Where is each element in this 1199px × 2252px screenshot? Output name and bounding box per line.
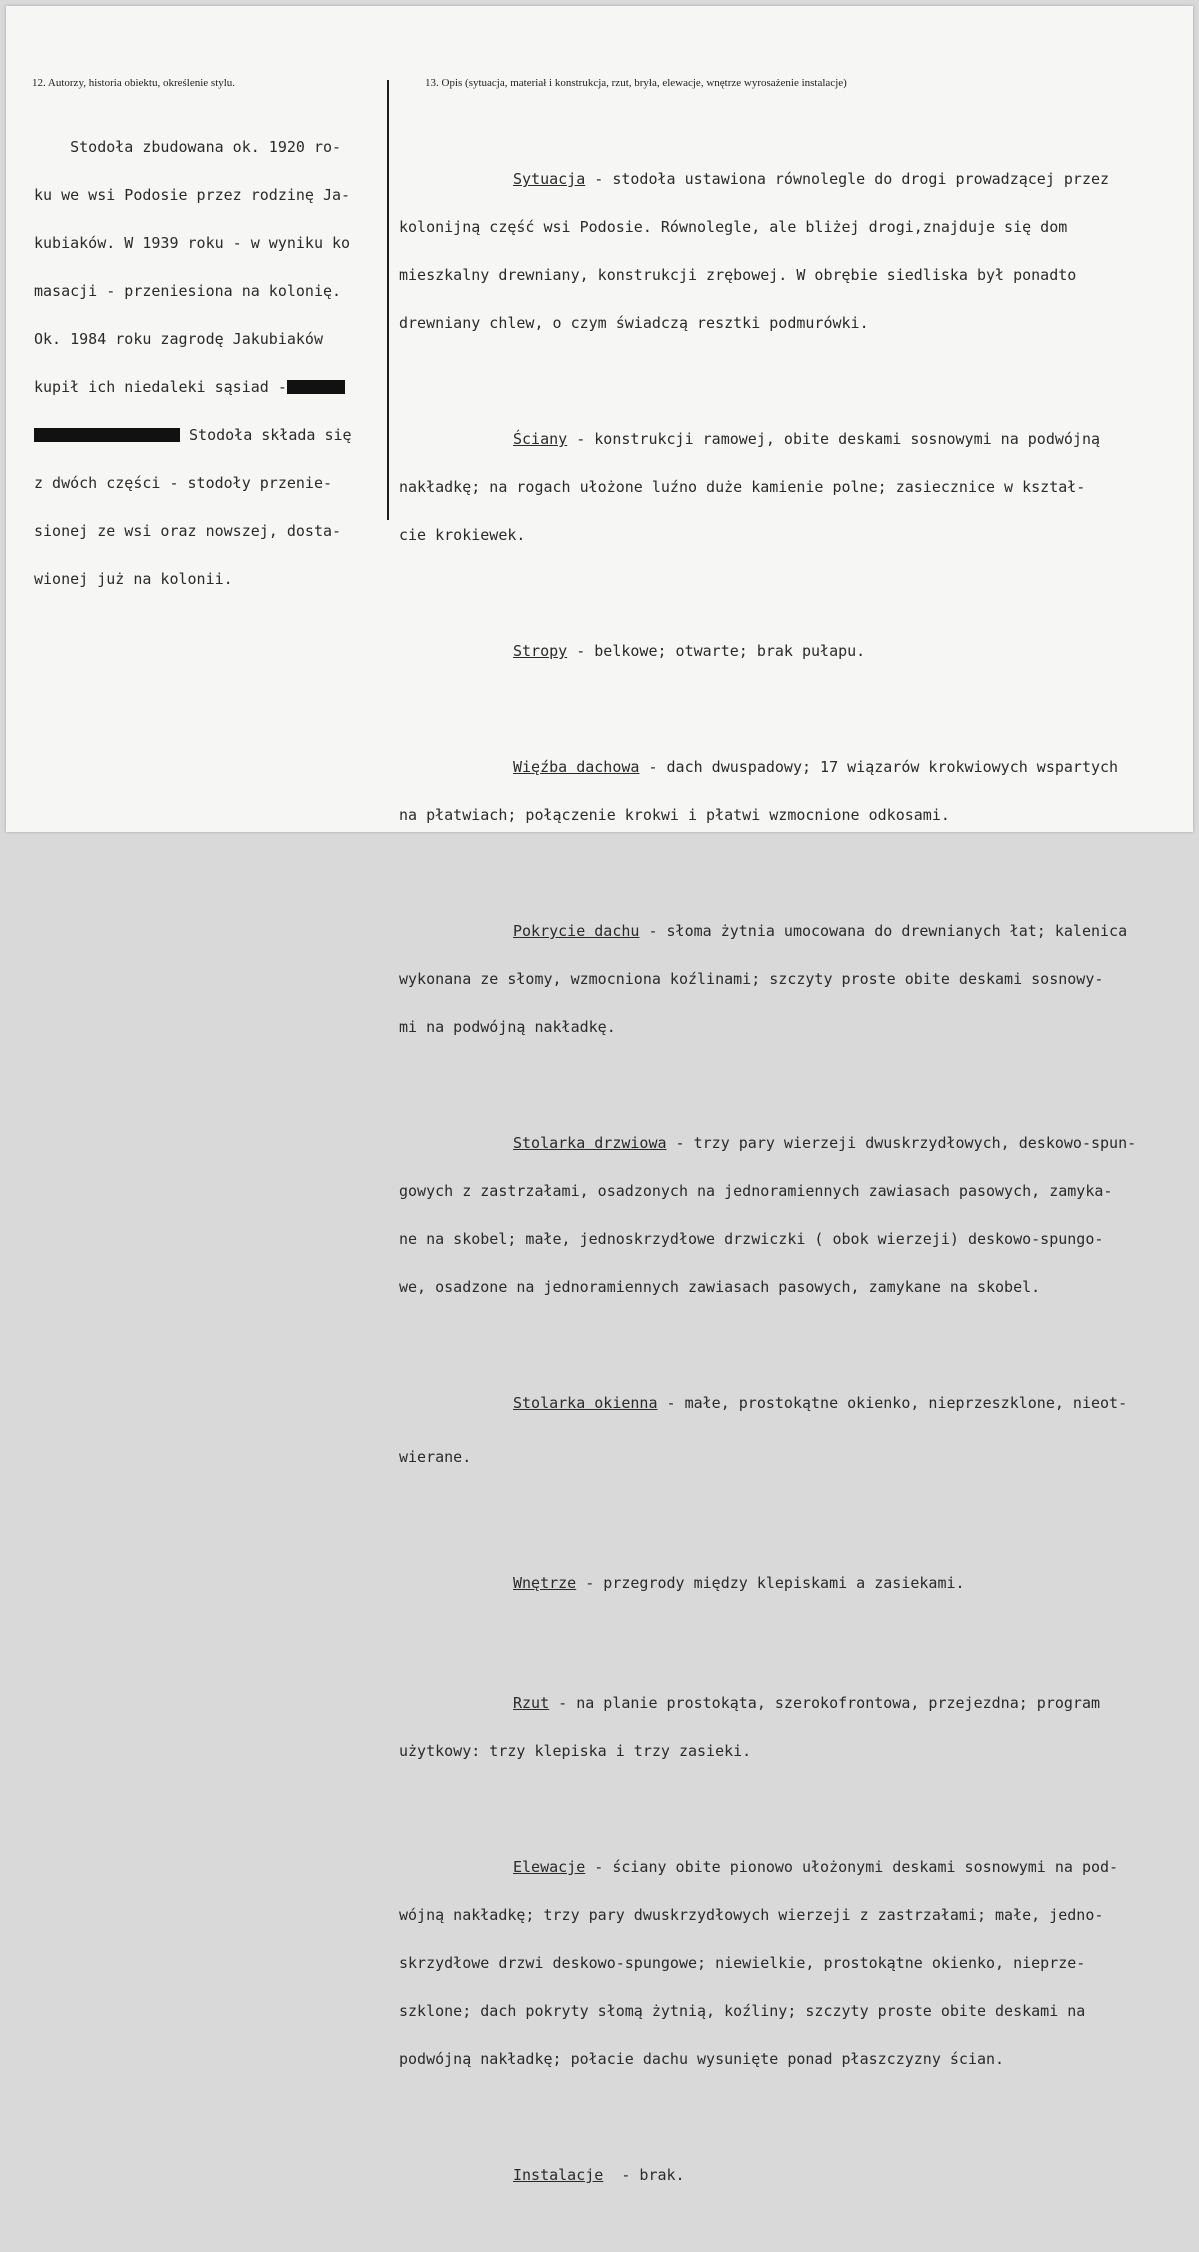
section-line: - konstrukcji ramowej, obite deskami sosnowymi na podwójną	[567, 430, 1101, 448]
history-line-text: Stodoła składa się	[180, 426, 352, 444]
section-line: wierane.	[399, 1448, 472, 1466]
section-line: kolonijną część wsi Podosie. Równolegle, ale bliżej drogi,znajduje się dom	[399, 218, 1068, 236]
section-heading: Stolarka okienna	[513, 1394, 658, 1412]
section-walls	[399, 399, 1179, 575]
section-heading: Instalacje	[513, 2166, 604, 2184]
section-windows	[399, 1363, 1179, 1497]
right-column-header: 13. Opis (sytuacja, materiał i konstrukcja, rzut, bryła, elewacje, wnętrze wyrosażenie instalacje)	[425, 77, 847, 89]
history-line-text: kupił ich niedaleki sąsiad -	[34, 378, 287, 396]
history-line: sionej ze wsi oraz nowszej, dosta-	[34, 522, 342, 540]
section-installations	[399, 2135, 1179, 2215]
section-doors	[399, 1103, 1179, 1327]
history-line: Stodoła zbudowana ok. 1920 ro-	[34, 138, 342, 156]
section-line: nakładkę; na rogach ułożone luźno duże kamienie polne; zasiecznice w kształ-	[399, 478, 1086, 496]
redaction-bar	[287, 380, 345, 394]
section-line: wójną nakładkę; trzy pary dwuskrzydłowych wierzeji z zastrzałami; małe, jedno-	[399, 1906, 1104, 1924]
section-heading: Sytuacja	[513, 170, 586, 188]
section-line: mi na podwójną nakładkę.	[399, 1018, 616, 1036]
section-line: szklone; dach pokryty słomą żytnią, koźliny; szczyty proste obite deskami na	[399, 2002, 1086, 2020]
left-column-header: 12. Autorzy, historia obiektu, określenie stylu.	[32, 77, 236, 89]
history-line: masacji - przeniesiona na kolonię.	[34, 282, 342, 300]
section-line: na płatwiach; połączenie krokwi i płatwi wzmocnione odkosami.	[399, 806, 950, 824]
section-heading: Stropy	[513, 642, 568, 660]
section-line: - małe, prostokątne okienko, nieprzeszklone, nieot-	[657, 1394, 1128, 1412]
section-heading: Pokrycie dachu	[513, 922, 640, 940]
archive-card	[6, 6, 1193, 2184]
section-situation	[399, 139, 1179, 363]
section-line: - ściany obite pionowo ułożonymi deskami sosnowymi na pod-	[585, 1858, 1119, 1876]
section-line: mieszkalny drewniany, konstrukcji zrębowej. W obrębie siedliska był ponadto	[399, 266, 1077, 284]
section-heading: Stolarka drzwiowa	[513, 1134, 667, 1152]
section-line: - stodoła ustawiona równolegle do drogi prowadzącej przez	[585, 170, 1110, 188]
section-line: użytkowy: trzy klepiska i trzy zasieki.	[399, 1742, 752, 1760]
section-line: wykonana ze słomy, wzmocniona koźlinami; szczyty proste obite deskami sosnowy-	[399, 970, 1104, 988]
section-line: - słoma żytnia umocowana do drewnianych łat; kalenica	[639, 922, 1128, 940]
history-text	[34, 107, 352, 619]
history-line: z dwóch części - stodoły przenie-	[34, 474, 333, 492]
history-line-with-redaction	[34, 379, 352, 395]
section-heading: Ściany	[513, 430, 568, 448]
section-line: gowych z zastrzałami, osadzonych na jednoramiennych zawiasach pasowych, zamyka-	[399, 1182, 1113, 1200]
section-line: drewniany chlew, o czym świadczą resztki podmurówki.	[399, 314, 869, 332]
section-line: - belkowe; otwarte; brak pułapu.	[567, 642, 866, 660]
section-interior	[399, 1543, 1179, 1623]
section-roof-truss	[399, 727, 1179, 855]
description-text	[399, 107, 1179, 2251]
section-line: cie krokiewek.	[399, 526, 526, 544]
section-line: skrzydłowe drzwi deskowo-spungowe; niewielkie, prostokątne okienko, nieprze-	[399, 1954, 1086, 1972]
redaction-bar	[34, 428, 180, 442]
history-line: ku we wsi Podosie przez rodzinę Ja-	[34, 186, 351, 204]
section-ceilings	[399, 611, 1179, 691]
section-line: - dach dwuspadowy; 17 wiązarów krokwiowych wspartych	[639, 758, 1119, 776]
section-heading: Rzut	[513, 1694, 550, 1712]
history-line: kubiaków. W 1939 roku - w wyniku ko	[34, 234, 351, 252]
section-heading: Elewacje	[513, 1858, 586, 1876]
history-line: wionej już na kolonii.	[34, 570, 233, 588]
section-heading: Więźba dachowa	[513, 758, 640, 776]
section-elevations	[399, 1827, 1179, 2099]
section-line: - na planie prostokąta, szerokofrontowa, przejezdna; program	[549, 1694, 1101, 1712]
history-line: Ok. 1984 roku zagrodę Jakubiaków	[34, 330, 323, 348]
section-line: - brak.	[603, 2166, 685, 2184]
section-plan	[399, 1663, 1179, 1791]
section-line: podwójną nakładkę; połacie dachu wysunięte ponad płaszczyzny ścian.	[399, 2050, 1005, 2068]
section-line: - przegrody między klepiskami a zasiekami.	[576, 1574, 965, 1592]
section-roofing	[399, 891, 1179, 1067]
column-divider	[387, 80, 389, 520]
section-line: we, osadzone na jednoramiennych zawiasach pasowych, zamykane na skobel.	[399, 1278, 1041, 1296]
history-line-with-redaction	[34, 427, 352, 443]
section-line: - trzy pary wierzeji dwuskrzydłowych, deskowo-spun-	[666, 1134, 1137, 1152]
section-line: ne na skobel; małe, jednoskrzydłowe drzwiczki ( obok wierzeji) deskowo-spungo-	[399, 1230, 1104, 1248]
section-heading: Wnętrze	[513, 1574, 577, 1592]
